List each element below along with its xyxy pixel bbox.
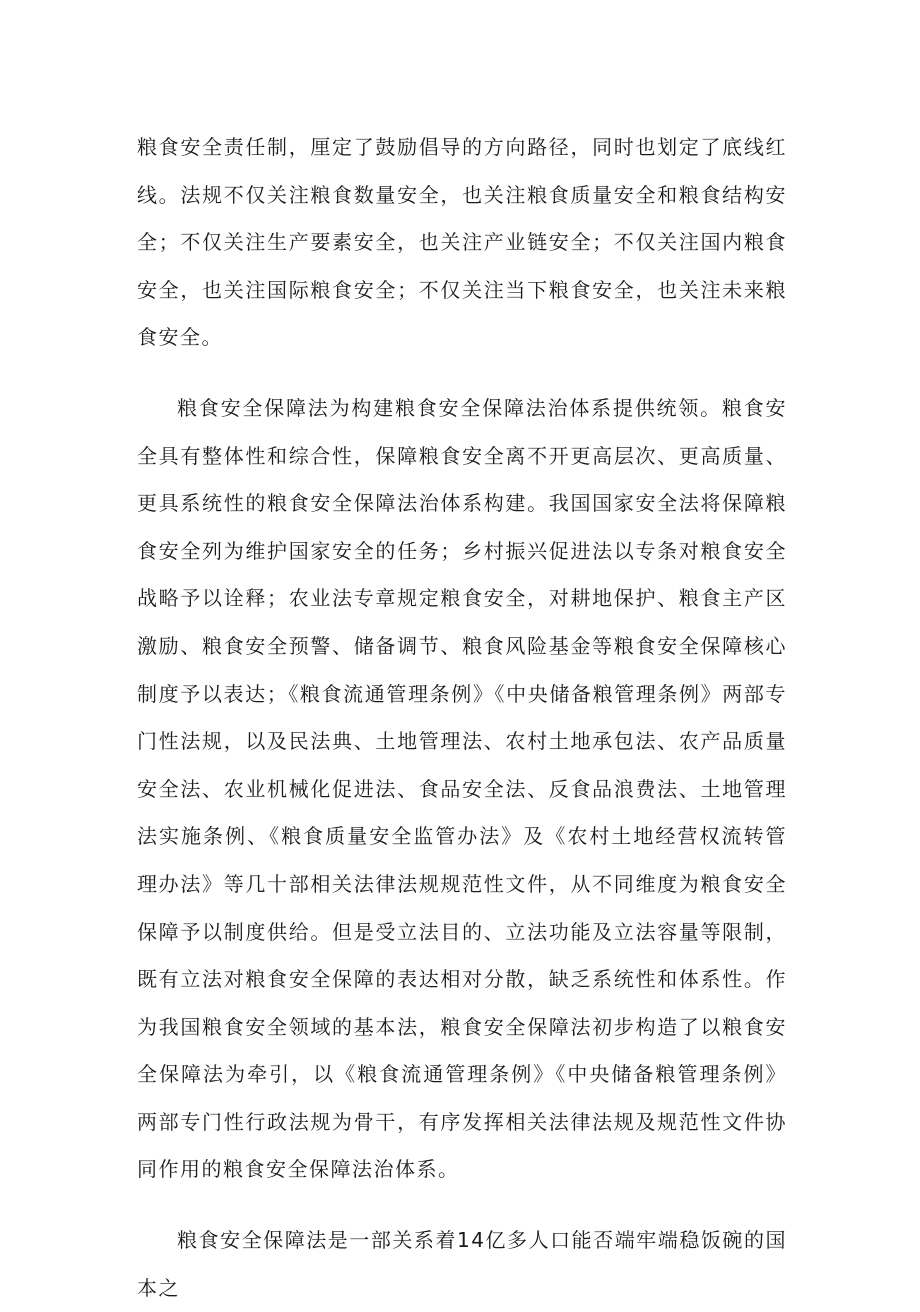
paragraph-2: 粮食安全保障法为构建粮食安全保障法治体系提供统领。粮食安全具有整体性和综合性，保障粮食安全离不开更高层次、更高质量、更具系统性的粮食安全保障法治体系构建。我国国家安全法将保障粮食安全列为维护国家安全的任务；乡村振兴促进法以专条对粮食安全战略予以诠释；农业法专章规定粮食安全，对耕地保护、粮食主产区激励、粮食安全预警、储备调节、粮食风险基金等粮食安全保障核心制度予以表达；《粮食流通管理条例》《中央储备粮管理条例》两部专门性法规，以及民法典、土地管理法、农村土地承包法、农产品质量安全法、农业机械化促进法、食品安全法、反食品浪费法、土地管理法实施条例、《粮食质量安全监管办法》及《农村土地经营权流转管理办法》等几十部相关法律法规规范性文件，从不同维度为粮食安全保障予以制度供给。但是受立法目的、立法功能及立法容量等限制，既有立法对粮食安全保障的表达相对分散，缺乏系统性和体系性。作为我国粮食安全领域的基本法，粮食安全保障法初步构造了以粮食安全保障法为牵引，以《粮食流通管理条例》《中央储备粮管理条例》两部专门性行政法规为骨干，有序发挥相关法律法规及规范性文件协同作用的粮食安全保障法治体系。	[137, 395, 787, 1182]
paragraph-3: 粮食安全保障法是一部关系着14亿多人口能否端牢端稳饭碗的国本之	[137, 1228, 787, 1300]
paragraph-1: 粮食安全责任制，厘定了鼓励倡导的方向路径，同时也划定了底线红线。法规不仅关注粮食数量安全，也关注粮食质量安全和粮食结构安全；不仅关注生产要素安全，也关注产业链安全；不仅关注国内粮食安全，也关注国际粮食安全；不仅关注当下粮食安全，也关注未来粮食安全。	[137, 135, 787, 350]
document-body	[137, 124, 787, 1312]
